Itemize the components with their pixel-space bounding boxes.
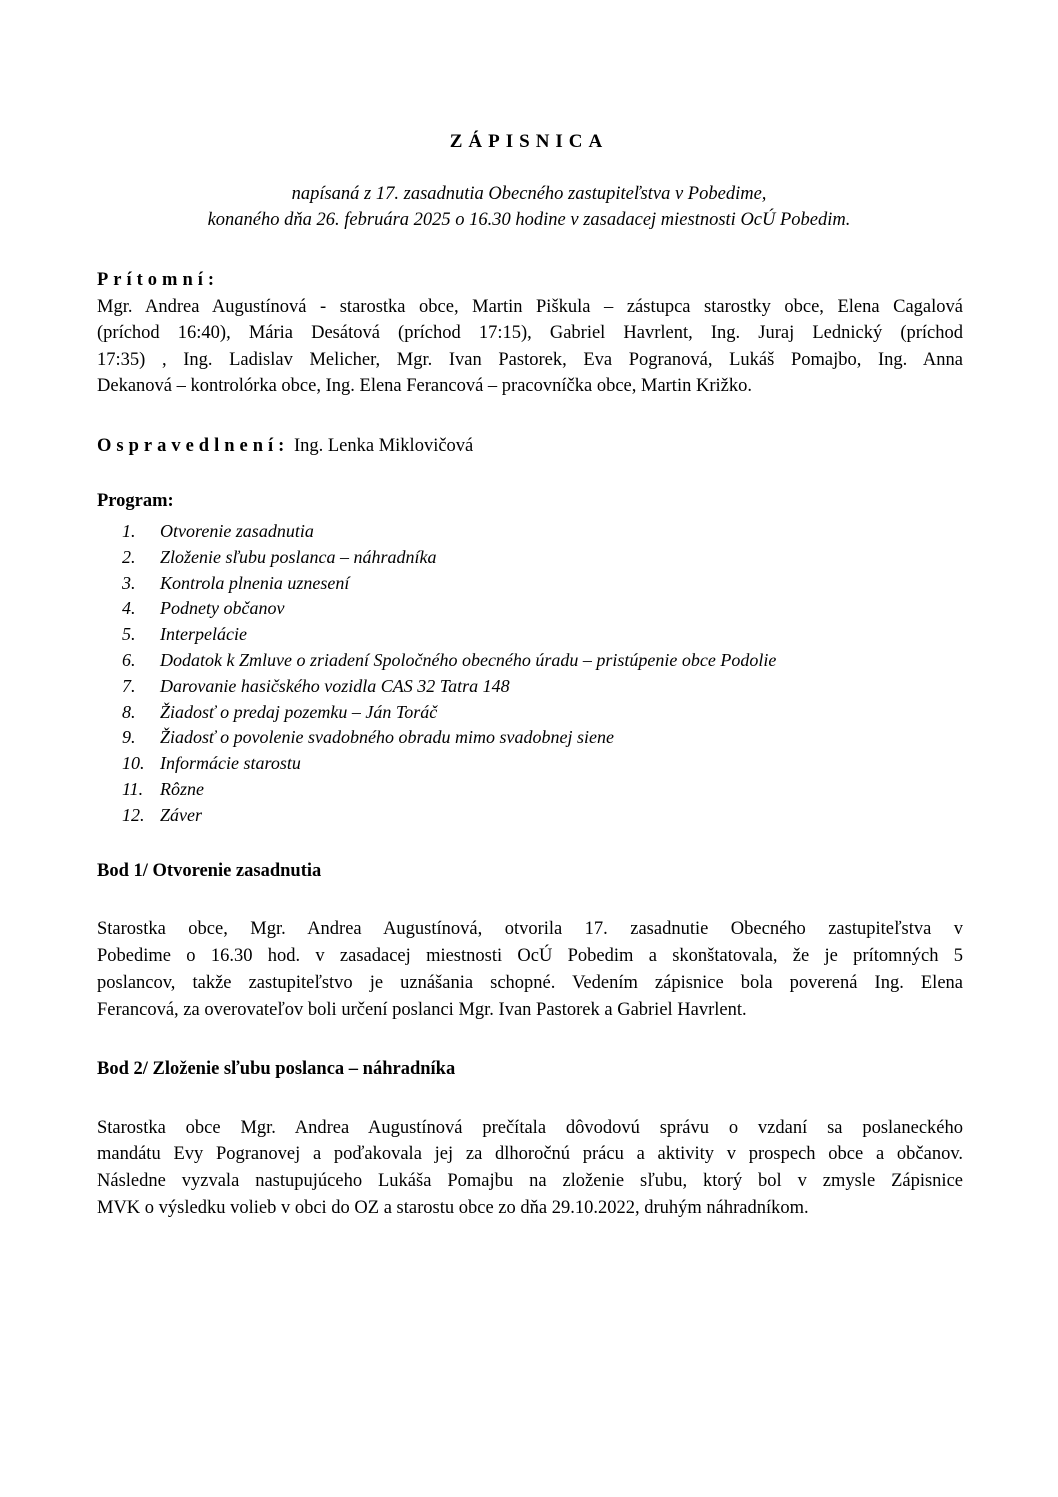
program-item: 8. Žiadosť o predaj pozemku – Ján Toráč xyxy=(122,701,438,722)
program-item: 4. Podnety občanov xyxy=(122,598,285,619)
section-1-line-1: Starostka obce, Mgr. Andrea Augustínová, otvorila 17. zasadnutie Obecného zastupiteľstva v xyxy=(97,919,963,939)
section-2-line-1: Starostka obce Mgr. Andrea Augustínová prečítala dôvodovú správu o vzdaní sa poslaneckého xyxy=(97,1118,963,1138)
section-1-line-2: Pobedime o 16.30 hod. v zasadacej miestnosti OcÚ Pobedim a skonštatovala, že je prítomných 5 xyxy=(97,946,963,966)
program-item: 6. Dodatok k Zmluve o zriadení Spoločného obecného úradu – pristúpenie obce Podolie xyxy=(122,649,777,670)
program-item: 1. Otvorenie zasadnutia xyxy=(122,521,314,541)
program-label: Program: xyxy=(97,491,174,511)
present-line-1: Mgr. Andrea Augustínová - starostka obce, Martin Piškula – zástupca starostky obce, Elena Cagalová xyxy=(97,297,963,317)
excused-row xyxy=(97,436,963,457)
section-1-heading: Bod 1/ Otvorenie zasadnutia xyxy=(97,861,322,881)
subtitle-line-2: konaného dňa 26. februára 2025 o 16.30 hodine v zasadacej miestnosti OcÚ Pobedim. xyxy=(207,210,851,230)
present-label: Prítomní: xyxy=(97,270,220,290)
section-1-line-4: Ferancová, za overovateľov boli určení poslanci Mgr. Ivan Pastorek a Gabriel Havrlent. xyxy=(97,1000,747,1020)
present-line-2: (príchod 16:40), Mária Desátová (príchod 17:15), Gabriel Havrlent, Ing. Juraj Lednický (príchod xyxy=(97,323,963,343)
program-item: 7. Darovanie hasičského vozidla CAS 32 Tatra 148 xyxy=(122,675,510,696)
program-item: 9. Žiadosť o povolenie svadobného obradu mimo svadobnej siene xyxy=(122,727,614,748)
program-item: 3. Kontrola plnenia uznesení xyxy=(122,572,350,593)
program-list xyxy=(122,519,776,829)
program-item: 2. Zloženie sľubu poslanca – náhradníka xyxy=(122,546,437,567)
section-1-line-3: poslancov, takže zastupiteľstvo je uznášania schopné. Vedením zápisnice bola poverená Ing. Elena xyxy=(97,973,963,993)
section-2-line-4: MVK o výsledku volieb v obci do OZ a starostu obce zo dňa 29.10.2022, druhým náhradníkom. xyxy=(97,1198,809,1218)
section-2-heading: Bod 2/ Zloženie sľubu poslanca – náhradníka xyxy=(97,1059,456,1079)
program-item: 5. Interpelácie xyxy=(122,624,247,645)
subtitle-line-1: napísaná z 17. zasadnutia Obecného zastupiteľstva v Pobedime, xyxy=(291,184,767,204)
present-line-3: 17:35) , Ing. Ladislav Melicher, Mgr. Ivan Pastorek, Eva Pogranová, Lukáš Pomajbo, Ing. Anna xyxy=(97,350,963,370)
excused-label: Ospravedlnení: xyxy=(97,436,290,456)
present-line-4: Dekanová – kontrolórka obce, Ing. Elena Ferancová – pracovníčka obce, Martin Križko. xyxy=(97,376,752,396)
program-item: 10. Informácie starostu xyxy=(122,753,301,774)
section-2-line-2: mandátu Evy Pogranovej a poďakovala jej za dlhoročnú prácu a aktivity v prospech obce a občanov. xyxy=(97,1144,963,1164)
program-item: 11. Rôzne xyxy=(122,778,204,799)
section-2-line-3: Následne vyzvala nastupujúceho Lukáša Pomajbu na zloženie sľubu, ktorý bol v zmysle Zápisnice xyxy=(97,1171,963,1191)
document-title: ZÁPISNICA xyxy=(449,131,609,152)
program-item: 12. Záver xyxy=(122,804,202,825)
excused-names: Ing. Lenka Miklovičová xyxy=(293,436,474,456)
